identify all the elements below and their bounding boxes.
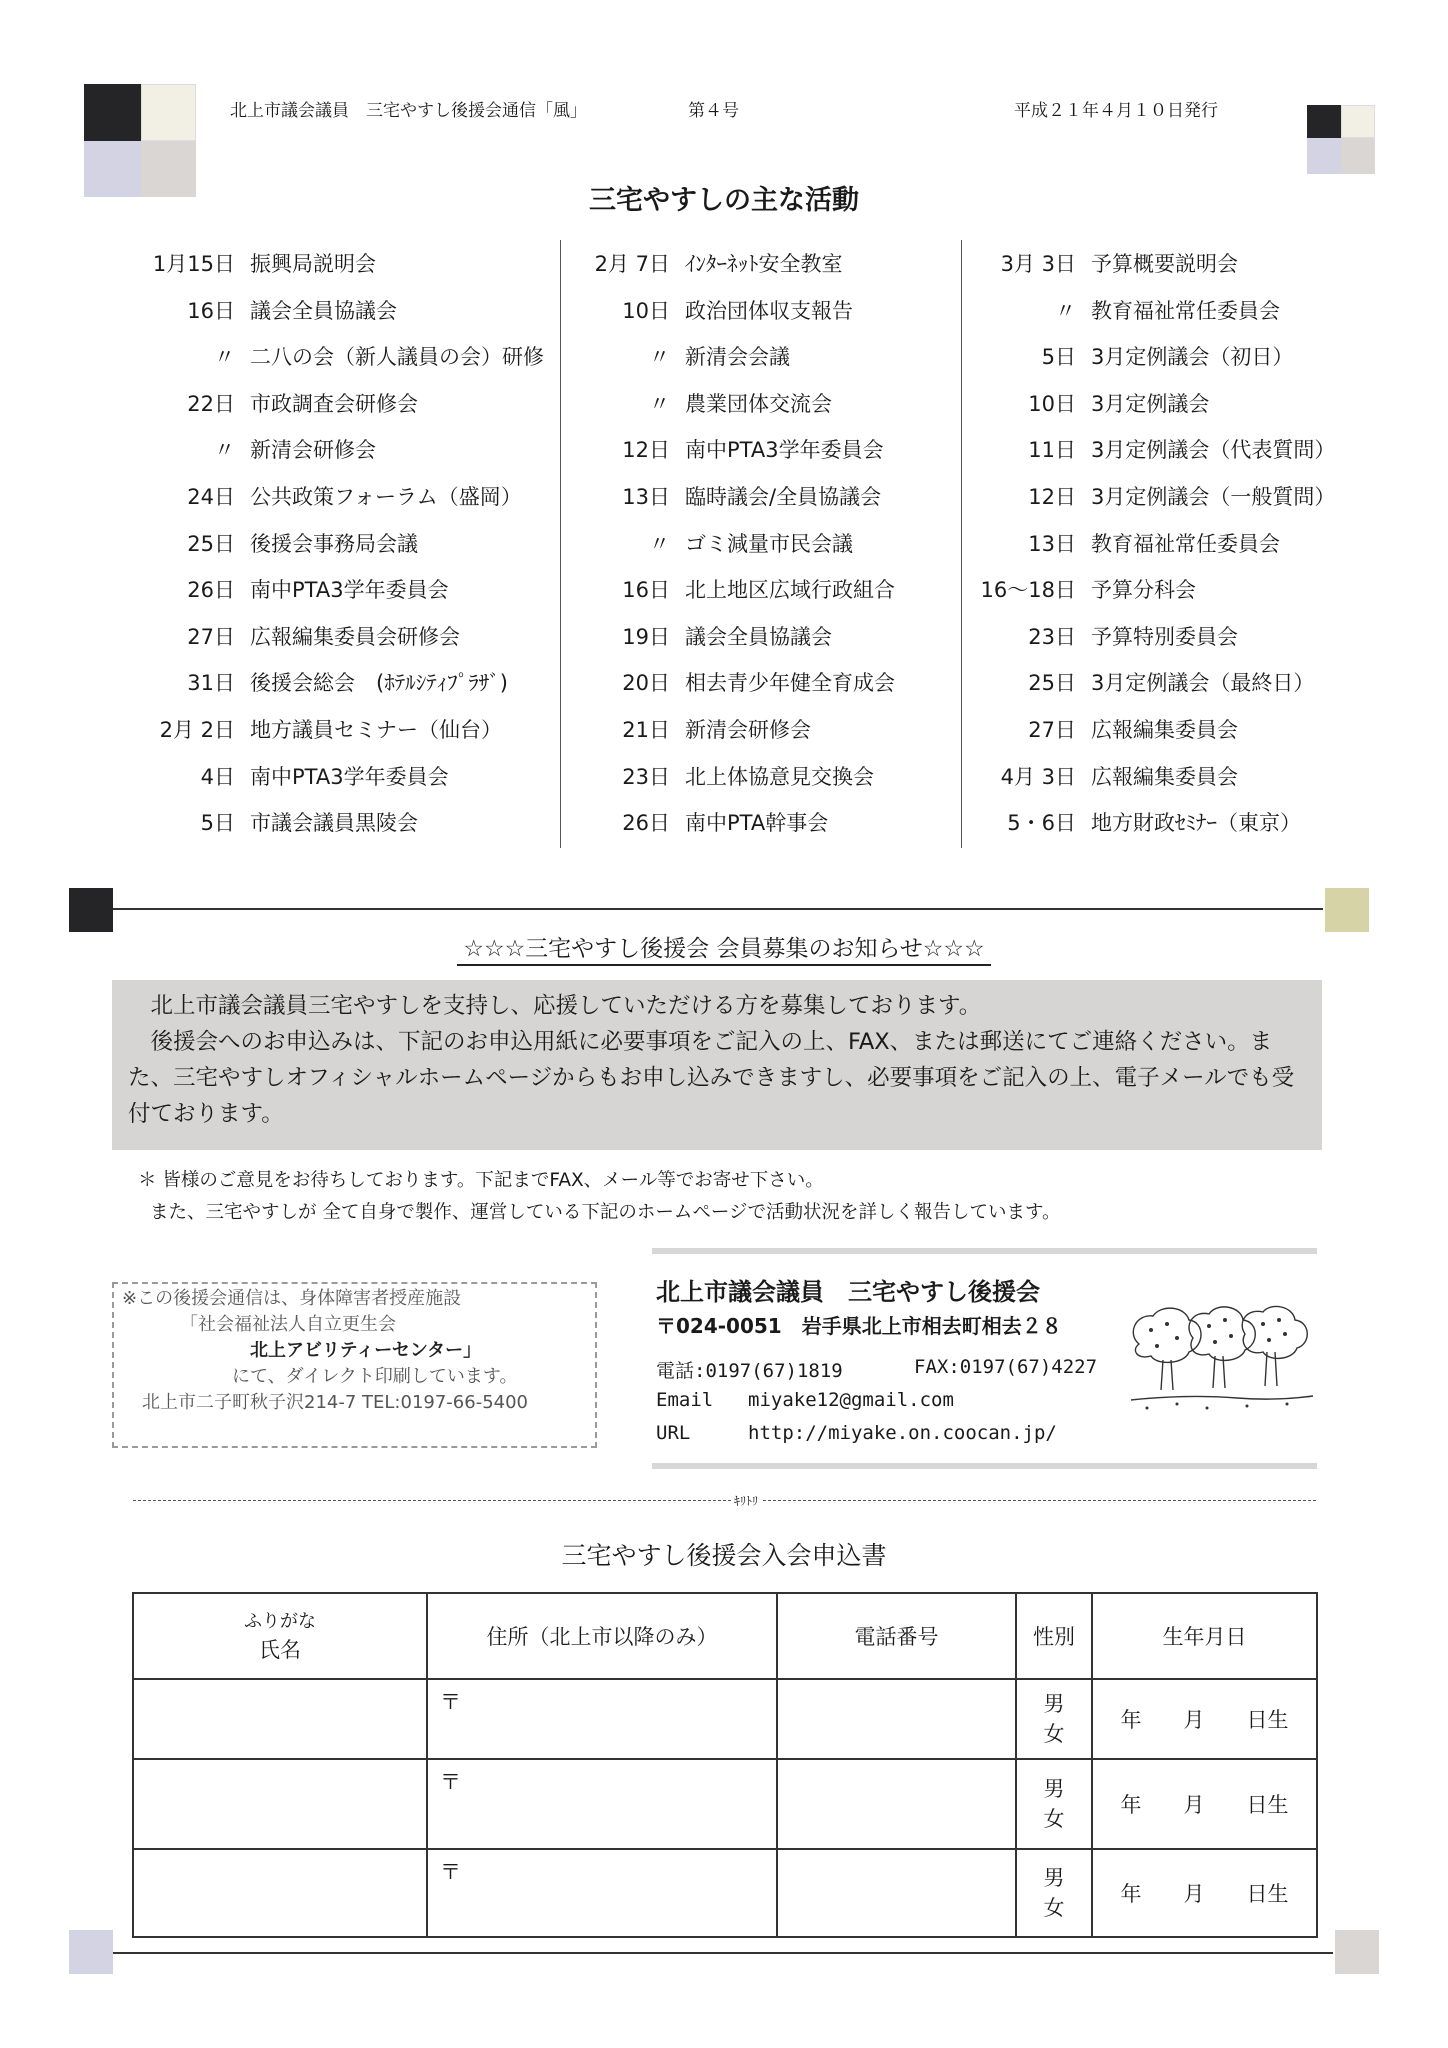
corner-square-lavender-right: [1307, 138, 1341, 174]
contact-top-bar: [652, 1248, 1317, 1254]
activity-text: 地方財政ｾﾐﾅｰ（東京）: [1091, 811, 1301, 836]
header-issue: 第４号: [688, 101, 739, 121]
name-cell[interactable]: [133, 1759, 427, 1849]
separator-square-olive: [1325, 888, 1369, 932]
header-publisher: 北上市議会議員 三宅やすし後援会通信「風」: [230, 101, 587, 121]
activities-column-3: [966, 248, 1366, 854]
activity-row: [966, 248, 1366, 295]
contact-fax: FAX:0197(67)4227: [914, 1356, 1098, 1378]
activity-date: 12日: [1028, 484, 1076, 509]
activity-date: 3月 3日: [1000, 252, 1076, 276]
header-phone: 電話番号: [777, 1593, 1016, 1679]
birth-cell[interactable]: 年 月 日生: [1092, 1759, 1317, 1849]
contact-address: 〒024-0051 岩手県北上市相去町相去２８: [656, 1314, 1062, 1338]
activity-row: [565, 807, 960, 854]
bottom-square-lavender: [69, 1930, 113, 1974]
gender-female: 女: [1043, 1807, 1065, 1831]
activity-date: 1月15日: [152, 252, 235, 276]
activity-date: 20日: [622, 671, 670, 696]
activity-date: 5・6日: [1007, 811, 1076, 836]
activity-text: 教育福祉常任委員会: [1091, 298, 1280, 323]
activity-row: [966, 341, 1366, 388]
activity-row: [110, 388, 550, 435]
activity-text: 農業団体交流会: [685, 391, 832, 416]
activity-date: 5日: [200, 811, 235, 836]
activity-date: 25日: [187, 531, 235, 556]
activity-text: 市議会議員黒陵会: [250, 811, 418, 836]
print-note-line-3: 北上アビリティーセンター」: [250, 1340, 482, 1361]
activity-row: [110, 714, 550, 761]
name-cell[interactable]: [133, 1849, 427, 1937]
corner-square-cream: [141, 84, 196, 141]
activity-text: 3月定例議会（代表質問）: [1091, 438, 1336, 463]
activity-row: [966, 667, 1366, 714]
activity-text: 教育福祉常任委員会: [1091, 531, 1280, 556]
contact-block: [652, 1248, 1317, 1473]
birth-cell[interactable]: 年 月 日生: [1092, 1679, 1317, 1759]
activity-date: 10日: [622, 298, 670, 323]
activity-date: 〃: [649, 391, 670, 416]
activity-row: [110, 434, 550, 481]
activity-row: [565, 574, 960, 621]
separator-square-dark: [69, 888, 113, 932]
contact-email-label: Email: [656, 1389, 714, 1411]
activity-text: 予算概要説明会: [1091, 252, 1238, 276]
activity-date: 16～18日: [980, 578, 1076, 603]
activity-date: 13日: [1028, 531, 1076, 556]
activity-date: 12日: [622, 438, 670, 463]
activity-row: [966, 481, 1366, 528]
activity-text: 公共政策フォーラム（盛岡）: [250, 484, 522, 509]
activity-row: [110, 341, 550, 388]
activity-text: 新清会会議: [685, 345, 790, 370]
activity-row: [110, 667, 550, 714]
activity-row: [966, 434, 1366, 481]
corner-square-dark: [84, 84, 141, 141]
activity-row: [110, 481, 550, 528]
activity-text: 3月定例議会（初日）: [1091, 345, 1294, 370]
contact-org: 北上市議会議員 三宅やすし後援会: [656, 1278, 1040, 1306]
activity-text: 新清会研修会: [685, 717, 811, 742]
activity-row: [966, 388, 1366, 435]
contact-url[interactable]: http://miyake.on.coocan.jp/: [748, 1422, 1057, 1444]
activity-text: 北上地区広域行政組合: [685, 578, 895, 603]
activity-text: 北上体協意見交換会: [685, 764, 874, 789]
postal-mark: 〒: [440, 1690, 461, 1714]
activity-text: 振興局説明会: [250, 252, 376, 276]
activity-text: 新清会研修会: [250, 438, 376, 463]
activity-row: [966, 807, 1366, 854]
contact-bottom-bar: [652, 1463, 1317, 1469]
activities-title: 三宅やすしの主な活動: [589, 185, 859, 216]
activity-row: [110, 248, 550, 295]
activity-text: 地方議員セミナー（仙台）: [250, 717, 502, 742]
activity-date: 27日: [187, 624, 235, 649]
notice-paragraph-1: 北上市議会議員三宅やすしを支持し、応援していただける方を募集しております。: [150, 993, 982, 1019]
activity-text: 3月定例議会（最終日）: [1091, 671, 1315, 696]
cut-line: [133, 1500, 1316, 1501]
activity-row: [565, 528, 960, 575]
notice-paragraph-2: 後援会へのお申込みは、下記のお申込用紙に必要事項をご記入の上、FAX、または郵送にてご連絡ください。また、三宅やすしオフィシャルホームページからもお申し込みできますし、必要事項をご記入の上、電子メールでも受付ております。: [128, 1029, 1295, 1127]
activity-text: 3月定例議会（一般質問）: [1091, 484, 1336, 509]
activity-text: 南中PTA3学年委員会: [250, 764, 449, 789]
header-gender: 性別: [1016, 1593, 1092, 1679]
activity-date: 27日: [1028, 717, 1076, 742]
header-date: 平成２１年４月１０日発行: [1014, 101, 1218, 121]
activity-date: 2月 2日: [159, 717, 235, 742]
activity-text: 広報編集委員会研修会: [250, 624, 460, 649]
address-cell[interactable]: [427, 1759, 777, 1849]
activity-text: 南中PTA3学年委員会: [685, 438, 884, 463]
activity-row: [966, 761, 1366, 808]
activity-row: [565, 248, 960, 295]
phone-cell[interactable]: [777, 1849, 1016, 1937]
activity-row: [565, 388, 960, 435]
gender-male: 男: [1043, 1866, 1065, 1890]
activity-text: 広報編集委員会: [1091, 717, 1238, 742]
gender-cell[interactable]: [1016, 1849, 1092, 1937]
activity-row: [110, 761, 550, 808]
activity-date: 〃: [649, 531, 670, 556]
notice-note-2: また、三宅やすしが 全て自身で製作、運営している下記のホームページで活動状況を詳しく報告しています。: [150, 1202, 1061, 1223]
activity-text: ゴミ減量市民会議: [685, 531, 853, 556]
notice-title-text: ☆☆☆三宅やすし後援会 会員募集のお知らせ☆☆☆: [457, 936, 990, 966]
trees-illustration: [1127, 1304, 1317, 1416]
activity-row: [565, 714, 960, 761]
activity-date: 13日: [622, 484, 670, 509]
activity-text: 市政調査会研修会: [250, 391, 418, 416]
activity-row: [565, 761, 960, 808]
print-note-line-1: ※この後援会通信は、身体障害者授産施設: [122, 1288, 462, 1309]
activity-date: 19日: [622, 624, 670, 649]
print-note-box: [112, 1282, 597, 1448]
corner-square-dark-right: [1307, 105, 1341, 138]
activity-row: [966, 528, 1366, 575]
address-cell[interactable]: [427, 1679, 777, 1759]
contact-url-label: URL: [656, 1422, 691, 1444]
activity-date: 22日: [187, 391, 235, 416]
activity-row: [110, 528, 550, 575]
activity-date: 〃: [214, 438, 235, 463]
header-address: 住所（北上市以降のみ）: [427, 1593, 777, 1679]
gender-female: 女: [1043, 1722, 1065, 1746]
activity-row: [110, 621, 550, 668]
phone-cell[interactable]: [777, 1679, 1016, 1759]
activity-date: 〃: [649, 345, 670, 370]
notice-title: [0, 930, 1448, 963]
activity-row: [565, 481, 960, 528]
activity-date: 2月 7日: [594, 252, 670, 276]
activity-date: 10日: [1028, 391, 1076, 416]
activity-row: [565, 667, 960, 714]
activity-date: 26日: [622, 811, 670, 836]
activity-text: 相去青少年健全育成会: [685, 671, 895, 696]
activity-date: 4月 3日: [1000, 764, 1076, 789]
activity-text: 政治団体収支報告: [685, 298, 853, 323]
activity-row: [966, 574, 1366, 621]
activity-text: 広報編集委員会: [1091, 764, 1238, 789]
notice-box: [112, 980, 1322, 1150]
activity-date: 23日: [1028, 624, 1076, 649]
header-furigana: ふりがな: [244, 1611, 316, 1632]
corner-square-gray-right: [1341, 138, 1375, 174]
activity-row: [966, 295, 1366, 342]
activity-text: 南中PTA3学年委員会: [250, 578, 449, 603]
activity-row: [966, 621, 1366, 668]
cut-label: ｷﾘﾄﾘ: [731, 1492, 761, 1509]
print-note-line-2: 「社会福祉法人自立更生会: [180, 1314, 396, 1335]
print-note-line-4: にて、ダイレクト印刷しています。: [232, 1366, 518, 1387]
bottom-square-gray: [1335, 1930, 1379, 1974]
activity-row: [110, 295, 550, 342]
activity-text: 二八の会（新人議員の会）研修: [250, 345, 544, 370]
activity-date: 16日: [187, 298, 235, 323]
activity-row: [565, 295, 960, 342]
contact-phone: 電話:0197(67)1819: [656, 1360, 843, 1382]
separator-line: [113, 908, 1323, 910]
activity-text: 臨時議会/全員協議会: [685, 484, 882, 509]
gender-female: 女: [1043, 1896, 1065, 1920]
gender-cell[interactable]: [1016, 1679, 1092, 1759]
activity-date: 24日: [187, 484, 235, 509]
birth-cell[interactable]: 年 月 日生: [1092, 1849, 1317, 1937]
corner-square-cream-right: [1341, 105, 1375, 138]
activity-text: ｲﾝﾀｰﾈｯﾄ安全教室: [685, 252, 843, 276]
activity-date: 5日: [1041, 345, 1076, 370]
activity-date: 11日: [1028, 438, 1076, 463]
activity-text: 後援会事務局会議: [250, 531, 418, 556]
activity-date: 21日: [622, 717, 670, 742]
address-cell[interactable]: [427, 1849, 777, 1937]
notice-note-1: ＊ 皆様のご意見をお待ちしております。下記までFAX、メール等でお寄せ下さい。: [138, 1170, 824, 1191]
activity-text: 予算分科会: [1091, 578, 1196, 603]
application-form: [132, 1592, 1318, 1938]
postal-mark: 〒: [440, 1860, 461, 1884]
activity-date: 〃: [214, 345, 235, 370]
bottom-line: [113, 1952, 1333, 1954]
activity-row: [565, 621, 960, 668]
gender-cell[interactable]: [1016, 1759, 1092, 1849]
print-note-line-5: 北上市二子町秋子沢214-7 TEL:0197-66-5400: [142, 1392, 528, 1413]
activity-text: 議会全員協議会: [685, 624, 832, 649]
activity-text: 議会全員協議会: [250, 298, 397, 323]
activity-date: 25日: [1028, 671, 1076, 696]
activity-date: 〃: [1055, 298, 1076, 323]
header-name-label: 氏名: [259, 1638, 301, 1662]
activity-text: 予算特別委員会: [1091, 624, 1238, 649]
activity-row: [110, 807, 550, 854]
name-cell[interactable]: [133, 1679, 427, 1759]
activity-row: [966, 714, 1366, 761]
header-name: [133, 1593, 427, 1679]
activity-text: 3月定例議会: [1091, 391, 1210, 416]
activity-date: 16日: [622, 578, 670, 603]
activity-date: 26日: [187, 578, 235, 603]
activity-text: 南中PTA幹事会: [685, 811, 829, 836]
form-row: [133, 1849, 1317, 1937]
phone-cell[interactable]: [777, 1759, 1016, 1849]
activity-text: 後援会総会 (ﾎﾃﾙｼﾃｨﾌﾟﾗｻﾞ): [250, 671, 508, 696]
column-divider: [560, 240, 561, 848]
activities-column-2: [565, 248, 960, 854]
activity-date: 31日: [187, 671, 235, 696]
form-header-row: [133, 1593, 1317, 1679]
activity-row: [565, 341, 960, 388]
activity-row: [110, 574, 550, 621]
activities-column-1: [110, 248, 550, 854]
form-row: [133, 1679, 1317, 1759]
header-birth: 生年月日: [1092, 1593, 1317, 1679]
gender-male: 男: [1043, 1692, 1065, 1716]
contact-email[interactable]: miyake12@gmail.com: [748, 1389, 954, 1411]
form-title: 三宅やすし後援会入会申込書: [561, 1541, 887, 1570]
activity-date: 23日: [622, 764, 670, 789]
form-row: [133, 1759, 1317, 1849]
notice-notes: [138, 1165, 1338, 1229]
gender-male: 男: [1043, 1777, 1065, 1801]
column-divider: [961, 240, 962, 848]
postal-mark: 〒: [440, 1770, 461, 1794]
activity-row: [565, 434, 960, 481]
activity-date: 4日: [200, 764, 235, 789]
